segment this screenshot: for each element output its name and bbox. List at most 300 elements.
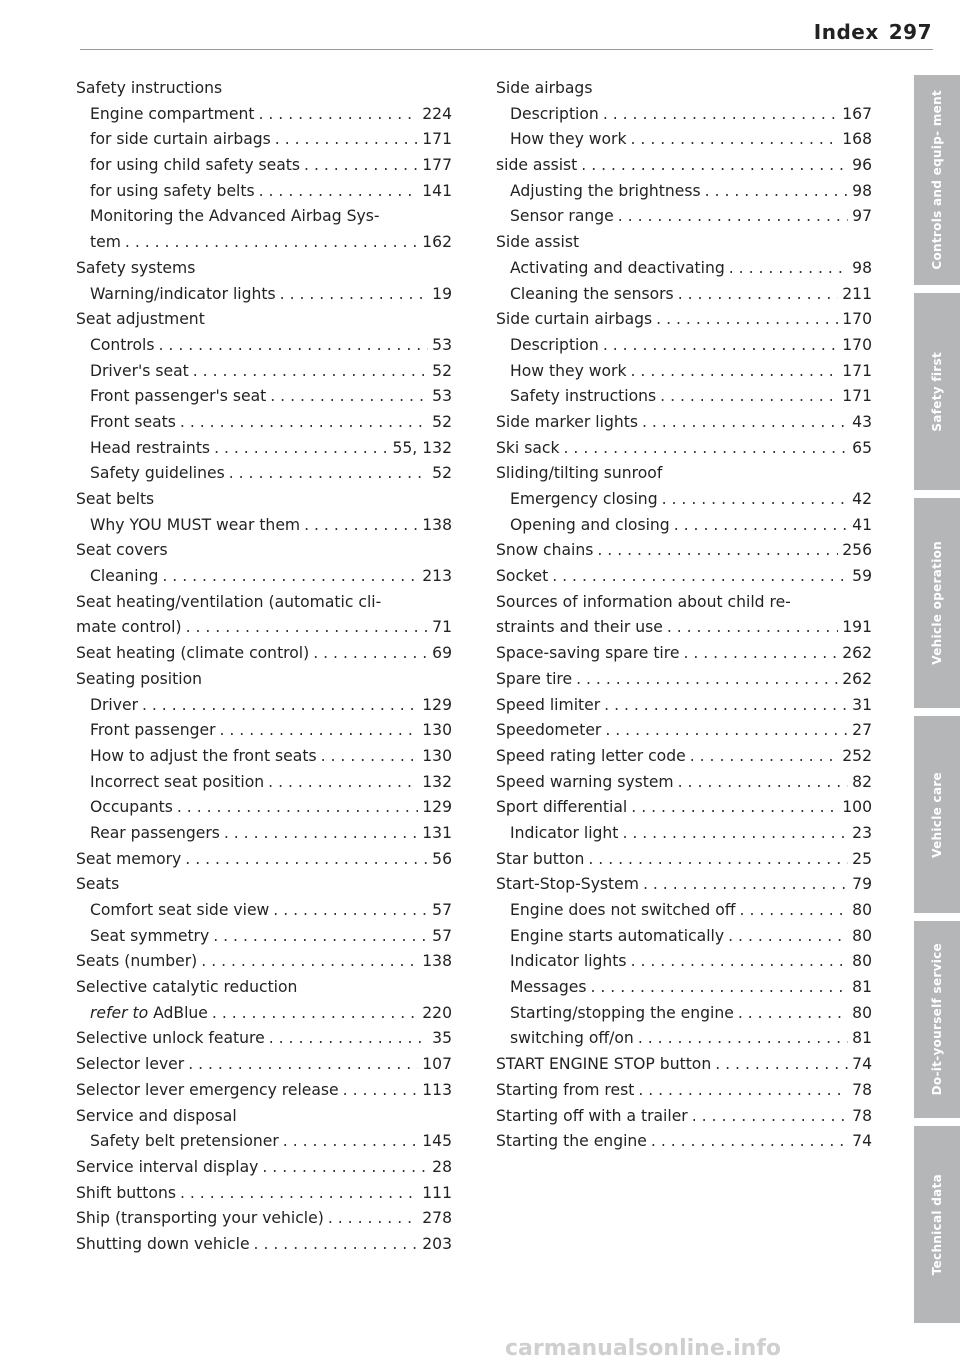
dot-leader (638, 1026, 848, 1052)
page-reference[interactable]: 69 (432, 644, 452, 663)
dot-leader (201, 949, 418, 975)
index-entry (76, 359, 452, 385)
entry-text: straints and their use (496, 618, 663, 637)
index-entry (496, 718, 872, 744)
dot-leader (343, 1078, 419, 1104)
entry-text: START ENGINE STOP button (496, 1055, 712, 1074)
dot-leader (283, 1129, 418, 1155)
index-entry (76, 564, 452, 590)
entry-text: Rear passengers (90, 823, 220, 842)
index-entry (496, 693, 872, 719)
dot-leader (259, 179, 419, 205)
dot-leader (740, 898, 849, 924)
dot-leader (262, 1155, 428, 1181)
tab-label: Vehicle operation (930, 541, 944, 665)
index-entry (76, 1155, 452, 1181)
tab-do-it-yourself-service[interactable] (914, 921, 960, 1118)
page-reference[interactable]: 213 (422, 567, 452, 586)
entry-text: Seating position (76, 669, 202, 688)
index-entry (76, 744, 452, 770)
index-entry (496, 230, 872, 256)
index-column-right (496, 76, 872, 1155)
page-reference[interactable]: 100 (842, 798, 872, 817)
index-entry (496, 590, 872, 616)
index-entry (76, 127, 452, 153)
dot-leader (651, 1129, 848, 1155)
dot-leader (631, 127, 839, 153)
index-entry (76, 1052, 452, 1078)
page-reference[interactable]: 141 (422, 181, 452, 200)
dot-leader (224, 821, 418, 847)
dot-leader (622, 821, 848, 847)
entry-text: Engine does not switched off (510, 901, 736, 919)
index-entry (76, 1001, 452, 1027)
index-entry (496, 410, 872, 436)
entry-text: Seats (76, 875, 120, 894)
index-entry (496, 359, 872, 385)
page-reference[interactable]: 52 (432, 464, 452, 483)
page-reference[interactable]: 252 (842, 746, 872, 765)
entry-main-text: AdBlue (153, 1003, 208, 1022)
entry-text (90, 1001, 208, 1027)
page-reference[interactable]: 168 (842, 130, 872, 149)
entry-text: switching off/on (510, 1029, 634, 1048)
dot-leader (738, 1001, 848, 1027)
page-reference[interactable]: 80 (852, 901, 872, 919)
dot-leader (212, 1001, 418, 1027)
index-entry (76, 795, 452, 821)
entry-text: Engine compartment (90, 104, 255, 123)
index-entry (76, 924, 452, 950)
page-reference[interactable]: 56 (432, 849, 452, 868)
entry-text: Safety belt pretensioner (90, 1132, 279, 1151)
entry-text: Starting from rest (496, 1080, 635, 1099)
page-reference[interactable]: 170 (842, 335, 872, 354)
dot-leader (328, 1206, 418, 1232)
index-entry (496, 795, 872, 821)
page-reference[interactable]: 162 (422, 233, 452, 252)
page-reference[interactable]: 80 (852, 952, 872, 971)
page-reference[interactable]: 78 (852, 1106, 872, 1125)
entry-text: Messages (510, 978, 587, 997)
index-entry (496, 333, 872, 359)
page-reference[interactable]: 167 (842, 104, 872, 123)
dot-leader (125, 230, 418, 256)
index-entry (496, 256, 872, 282)
section-title: Index (813, 20, 879, 44)
index-entry (496, 1026, 872, 1052)
tab-vehicle-care[interactable] (914, 716, 960, 913)
index-entry (496, 487, 872, 513)
page-reference[interactable]: 138 (422, 515, 452, 534)
index-entry (76, 1104, 452, 1130)
page-reference[interactable]: 145 (422, 1132, 452, 1151)
page-reference[interactable]: 256 (842, 541, 872, 560)
dot-leader (273, 898, 428, 924)
entry-text: Side airbags (496, 79, 593, 97)
dot-leader (552, 564, 848, 590)
index-entry (76, 179, 452, 205)
index-entry (76, 1206, 452, 1232)
dot-leader (604, 693, 848, 719)
index-entry (496, 153, 872, 179)
index-entry (496, 1001, 872, 1027)
dot-leader (304, 153, 418, 179)
entry-text: Comfort seat side view (90, 901, 270, 919)
dot-leader (219, 718, 418, 744)
index-entry (496, 770, 872, 796)
entry-text: Starting/stopping the engine (510, 1003, 734, 1022)
page-reference[interactable]: 81 (852, 978, 872, 997)
entry-text: Snow chains (496, 541, 594, 560)
index-entry (496, 949, 872, 975)
dot-leader (690, 744, 839, 770)
index-entry (76, 256, 452, 282)
tab-vehicle-operation[interactable] (914, 498, 960, 708)
page-reference[interactable]: 53 (432, 335, 452, 354)
index-entry (76, 1129, 452, 1155)
index-entry (76, 487, 452, 513)
index-entry (76, 1078, 452, 1104)
dot-leader (193, 359, 428, 385)
index-entry (496, 384, 872, 410)
dot-leader (643, 872, 848, 898)
index-entry (496, 615, 872, 641)
dot-leader (564, 436, 849, 462)
index-entry (76, 410, 452, 436)
dot-leader (180, 1181, 418, 1207)
index-entry (76, 230, 452, 256)
page-reference[interactable]: 19 (432, 284, 452, 303)
entry-text: for using child safety seats (90, 156, 301, 175)
index-entry (76, 384, 452, 410)
index-entry (76, 76, 452, 102)
dot-leader (229, 461, 428, 487)
dot-leader (631, 949, 849, 975)
dot-leader (214, 436, 388, 462)
index-entry (496, 204, 872, 230)
page-reference[interactable]: 171 (842, 361, 872, 380)
page-header (814, 20, 932, 44)
dot-leader (605, 718, 848, 744)
entry-text: mate control) (76, 618, 182, 637)
page-reference[interactable]: 203 (422, 1234, 452, 1253)
dot-leader (705, 179, 849, 205)
index-entry (76, 898, 452, 924)
page-reference[interactable]: 43 (852, 412, 872, 431)
page-reference[interactable]: 107 (422, 1055, 452, 1074)
entry-text: Speed warning system (496, 772, 674, 791)
entry-text: How to adjust the front seats (90, 746, 317, 765)
tab-safety-first[interactable] (914, 293, 960, 490)
page-reference[interactable]: 74 (852, 1055, 872, 1074)
page-reference[interactable]: 191 (842, 618, 872, 637)
entry-text: for using safety belts (90, 181, 255, 200)
dot-leader (254, 1232, 419, 1258)
entry-text: Speed rating letter code (496, 746, 686, 765)
entry-text: Why YOU MUST wear them (90, 515, 301, 534)
index-entry (496, 1104, 872, 1130)
entry-text: Indicator light (510, 823, 619, 842)
dot-leader (268, 770, 418, 796)
dot-leader (631, 795, 838, 821)
index-entry (76, 590, 452, 616)
entry-text: Start-Stop-System (496, 875, 639, 894)
entry-text: Incorrect seat position (90, 772, 265, 791)
page-reference[interactable]: 113 (422, 1080, 452, 1099)
entry-text: Front seats (90, 412, 176, 431)
entry-text: Driver (90, 695, 138, 714)
page-reference[interactable]: 65 (852, 438, 872, 457)
index-entry (76, 693, 452, 719)
watermark: carmanualsonline.info (505, 1336, 781, 1361)
index-column-left (76, 76, 452, 1258)
page-reference[interactable]: 25 (852, 849, 872, 868)
page-reference[interactable]: 52 (432, 361, 452, 380)
index-entry (496, 924, 872, 950)
entry-text: Side assist (496, 233, 580, 252)
page-reference[interactable]: 78 (852, 1080, 872, 1099)
dot-leader (729, 256, 848, 282)
index-entry (496, 975, 872, 1001)
dot-leader (667, 615, 838, 641)
entry-text: Safety systems (76, 258, 196, 277)
dot-leader (683, 641, 838, 667)
dot-leader (660, 384, 838, 410)
page-reference[interactable]: 262 (842, 644, 872, 663)
page-reference[interactable]: 97 (852, 207, 872, 226)
entry-text: Emergency closing (510, 490, 658, 508)
dot-leader (186, 615, 429, 641)
index-entry (76, 770, 452, 796)
tab-label: Controls and equip- ment (930, 90, 944, 270)
tab-technical-data[interactable] (914, 1126, 960, 1323)
dot-leader (159, 333, 429, 359)
tab-label: Vehicle care (930, 771, 944, 858)
index-entry (76, 847, 452, 873)
entry-text: Indicator lights (510, 952, 627, 971)
index-entry (496, 564, 872, 590)
index-entry (496, 461, 872, 487)
dot-leader (142, 693, 418, 719)
page-reference[interactable]: 177 (422, 156, 452, 175)
entry-text: Opening and closing (510, 515, 670, 534)
entry-text: Controls (90, 335, 155, 354)
index-entry (496, 102, 872, 128)
index-entry (496, 76, 872, 102)
entry-text: Sensor range (510, 207, 614, 226)
page-reference[interactable]: 130 (422, 746, 452, 765)
page-reference[interactable]: 262 (842, 669, 872, 688)
dot-leader (275, 127, 418, 153)
page-reference[interactable]: 171 (422, 130, 452, 149)
index-entry (76, 949, 452, 975)
dot-leader (678, 282, 839, 308)
page-reference[interactable]: 138 (422, 952, 452, 971)
index-entry (76, 667, 452, 693)
page-reference[interactable]: 53 (432, 387, 452, 406)
index-entry (76, 615, 452, 641)
page-reference[interactable]: 27 (852, 721, 872, 740)
index-entry (76, 872, 452, 898)
dot-leader (270, 384, 428, 410)
entry-text: Seats (number) (76, 952, 198, 971)
entry-text: Space-saving spare tire (496, 644, 680, 663)
dot-leader (321, 744, 419, 770)
dot-leader (213, 924, 428, 950)
page-reference[interactable]: 35 (432, 1029, 452, 1048)
entry-text: Activating and deactivating (510, 258, 725, 277)
page-reference[interactable]: 31 (852, 695, 872, 714)
page-reference[interactable]: 80 (852, 926, 872, 945)
page-reference[interactable]: 130 (422, 721, 452, 740)
dot-leader (590, 975, 848, 1001)
index-entry (76, 513, 452, 539)
entry-text: Shutting down vehicle (76, 1234, 250, 1253)
tab-label: Do-it-yourself service (930, 943, 944, 1096)
page-reference[interactable]: 211 (842, 284, 872, 303)
entry-text: Speedometer (496, 721, 602, 740)
index-entry (496, 744, 872, 770)
index-entry (496, 641, 872, 667)
dot-leader (728, 924, 848, 950)
dot-leader (715, 1052, 848, 1078)
entry-text: side assist (496, 156, 578, 175)
page-reference[interactable]: 41 (852, 515, 872, 534)
index-entry (496, 307, 872, 333)
entry-text: Seat heating/ventilation (automatic cli- (76, 592, 382, 611)
entry-text: Description (510, 104, 599, 123)
page-reference[interactable]: 171 (842, 387, 872, 406)
index-entry (496, 872, 872, 898)
index-entry (76, 1232, 452, 1258)
page-reference[interactable]: 23 (852, 823, 872, 842)
page-reference[interactable]: 131 (422, 823, 452, 842)
entry-text: Sliding/tilting sunroof (496, 464, 663, 483)
page-reference[interactable]: 111 (422, 1183, 452, 1202)
page-reference[interactable]: 74 (852, 1132, 872, 1151)
index-entry (76, 436, 452, 462)
entry-text: Spare tire (496, 669, 573, 688)
page-reference[interactable]: 98 (852, 258, 872, 277)
page-reference[interactable]: 132 (422, 772, 452, 791)
page-reference[interactable]: 129 (422, 695, 452, 714)
entry-prefix: refer to (90, 1003, 149, 1022)
dot-leader (662, 487, 849, 513)
entry-text: Seat covers (76, 541, 168, 560)
page-reference[interactable]: 129 (422, 798, 452, 817)
index-entry (76, 821, 452, 847)
page-reference[interactable]: 96 (852, 156, 872, 175)
index-entry (496, 847, 872, 873)
page-reference[interactable]: 42 (852, 490, 872, 508)
index-entry (76, 461, 452, 487)
page-reference[interactable]: 52 (432, 412, 452, 431)
index-entry (496, 898, 872, 924)
entry-text: Starting off with a trailer (496, 1106, 688, 1125)
dot-leader (597, 538, 838, 564)
page-reference[interactable]: 71 (432, 618, 452, 637)
dot-leader (631, 359, 839, 385)
page-reference[interactable]: 82 (852, 772, 872, 791)
index-entry (76, 1181, 452, 1207)
dot-leader (581, 153, 848, 179)
entry-text: Driver's seat (90, 361, 189, 380)
page-reference[interactable]: 220 (422, 1003, 452, 1022)
dot-leader (618, 204, 848, 230)
index-entry (76, 204, 452, 230)
index-entry (76, 153, 452, 179)
index-entry (76, 641, 452, 667)
entry-text: Seat symmetry (90, 926, 210, 945)
entry-text: Service and disposal (76, 1106, 237, 1125)
page-reference[interactable]: 57 (432, 901, 452, 919)
entry-text: Monitoring the Advanced Airbag Sys- (90, 207, 380, 226)
index-entry (76, 102, 452, 128)
entry-text: Speed limiter (496, 695, 601, 714)
page-reference[interactable]: 278 (422, 1209, 452, 1228)
entry-text: Cleaning the sensors (510, 284, 674, 303)
index-entry (496, 1129, 872, 1155)
page-reference[interactable]: 224 (422, 104, 452, 123)
dot-leader (692, 1104, 848, 1130)
dot-leader (313, 641, 428, 667)
dot-leader (280, 282, 429, 308)
entry-text: Service interval display (76, 1157, 259, 1176)
page-reference[interactable]: 28 (432, 1157, 452, 1176)
page-reference[interactable]: 57 (432, 926, 452, 945)
entry-text: Safety guidelines (90, 464, 225, 483)
entry-text: Side marker lights (496, 412, 638, 431)
page-reference[interactable]: 79 (852, 875, 872, 894)
entry-text: Sport differential (496, 798, 628, 817)
dot-leader (656, 307, 838, 333)
page-reference[interactable]: 170 (842, 310, 872, 329)
index-entry (496, 538, 872, 564)
dot-leader (304, 513, 418, 539)
index-entry (496, 282, 872, 308)
entry-text: Starting the engine (496, 1132, 647, 1151)
entry-text: Seat adjustment (76, 310, 205, 329)
entry-text: Safety instructions (510, 387, 657, 406)
dot-leader (674, 513, 848, 539)
dot-leader (188, 1052, 418, 1078)
tab-label: Technical data (930, 1173, 944, 1276)
entry-text: Front passenger's seat (90, 387, 267, 406)
dot-leader (588, 847, 848, 873)
dot-leader (177, 795, 418, 821)
page-reference[interactable]: 98 (852, 181, 872, 200)
entry-text: Shift buttons (76, 1183, 176, 1202)
index-entry (496, 513, 872, 539)
page-reference[interactable]: 55, 132 (392, 438, 452, 457)
dot-leader (185, 847, 428, 873)
page-reference[interactable]: 80 (852, 1003, 872, 1022)
entry-text: for side curtain airbags (90, 130, 271, 149)
dot-leader (576, 667, 838, 693)
entry-text: Side curtain airbags (496, 310, 653, 329)
page-reference[interactable]: 59 (852, 567, 872, 586)
index-entry (496, 667, 872, 693)
dot-leader (269, 1026, 428, 1052)
entry-text: Socket (496, 567, 549, 586)
entry-text: Front passenger (90, 721, 216, 740)
index-entry (76, 307, 452, 333)
entry-text: Ship (transporting your vehicle) (76, 1209, 324, 1228)
index-entry (76, 975, 452, 1001)
page-reference[interactable]: 81 (852, 1029, 872, 1048)
tab-controls-and-equipment[interactable] (914, 75, 960, 285)
